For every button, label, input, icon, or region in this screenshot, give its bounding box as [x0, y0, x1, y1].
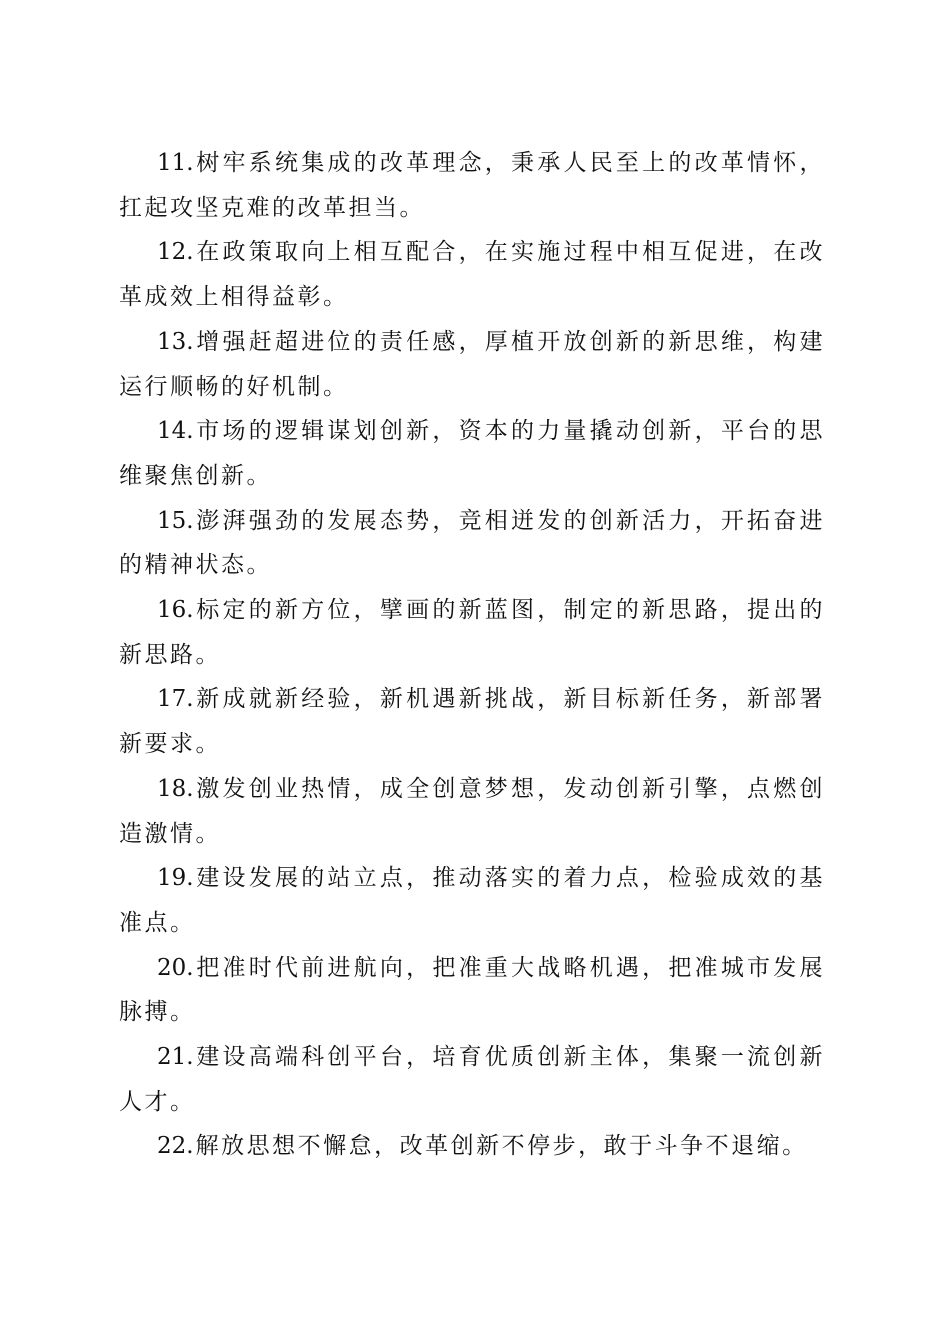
list-item — [119, 320, 825, 409]
item-number: 21. — [157, 1044, 194, 1071]
item-text: 解放思想不懈怠，改革创新不停步，敢于斗争不退缩。 — [195, 1133, 808, 1160]
item-text: 树牢系统集成的改革理念，秉承人民至上的改革情怀，扛起攻坚克难的改革担当。 — [119, 150, 825, 221]
item-text: 建设发展的站立点，推动落实的着力点，检验成效的基准点。 — [119, 865, 825, 936]
item-number: 22. — [157, 1133, 194, 1160]
document-body — [119, 141, 825, 1169]
list-item — [119, 1124, 825, 1169]
item-text: 增强赶超进位的责任感，厚植开放创新的新思维，构建运行顺畅的好机制。 — [119, 328, 825, 400]
list-item — [119, 946, 825, 1035]
list-item — [119, 588, 825, 677]
item-number: 20. — [157, 954, 194, 981]
list-item — [119, 409, 825, 498]
item-number: 16. — [157, 597, 194, 624]
item-number: 19. — [157, 865, 194, 892]
item-text: 把准时代前进航向，把准重大战略机遇，把准城市发展脉搏。 — [119, 954, 825, 1026]
item-number: 15. — [157, 507, 194, 534]
item-text: 在政策取向上相互配合，在实施过程中相互促进，在改革成效上相得益彰。 — [119, 239, 825, 311]
list-item — [119, 856, 825, 945]
item-number: 17. — [157, 686, 194, 713]
item-text: 激发创业热情，成全创意梦想，发动创新引擎，点燃创造激情。 — [119, 775, 825, 847]
item-text: 建设高端科创平台，培育优质创新主体，集聚一流创新人才。 — [119, 1044, 825, 1115]
item-number: 14. — [157, 418, 194, 445]
item-text: 澎湃强劲的发展态势，竞相迸发的创新活力，开拓奋进的精神状态。 — [119, 507, 825, 579]
list-item — [119, 141, 825, 230]
list-item — [119, 677, 825, 766]
list-item — [119, 767, 825, 856]
item-number: 12. — [157, 239, 194, 266]
item-number: 11. — [157, 150, 194, 176]
list-item — [119, 230, 825, 319]
item-number: 18. — [157, 775, 194, 802]
item-number: 13. — [157, 328, 194, 355]
item-text: 新成就新经验，新机遇新挑战，新目标新任务，新部署新要求。 — [119, 686, 825, 758]
list-item — [119, 1035, 825, 1124]
list-item — [119, 499, 825, 588]
item-text: 市场的逻辑谋划创新，资本的力量撬动创新，平台的思维聚焦创新。 — [119, 418, 825, 489]
item-text: 标定的新方位，擘画的新蓝图，制定的新思路，提出的新思路。 — [119, 597, 825, 668]
